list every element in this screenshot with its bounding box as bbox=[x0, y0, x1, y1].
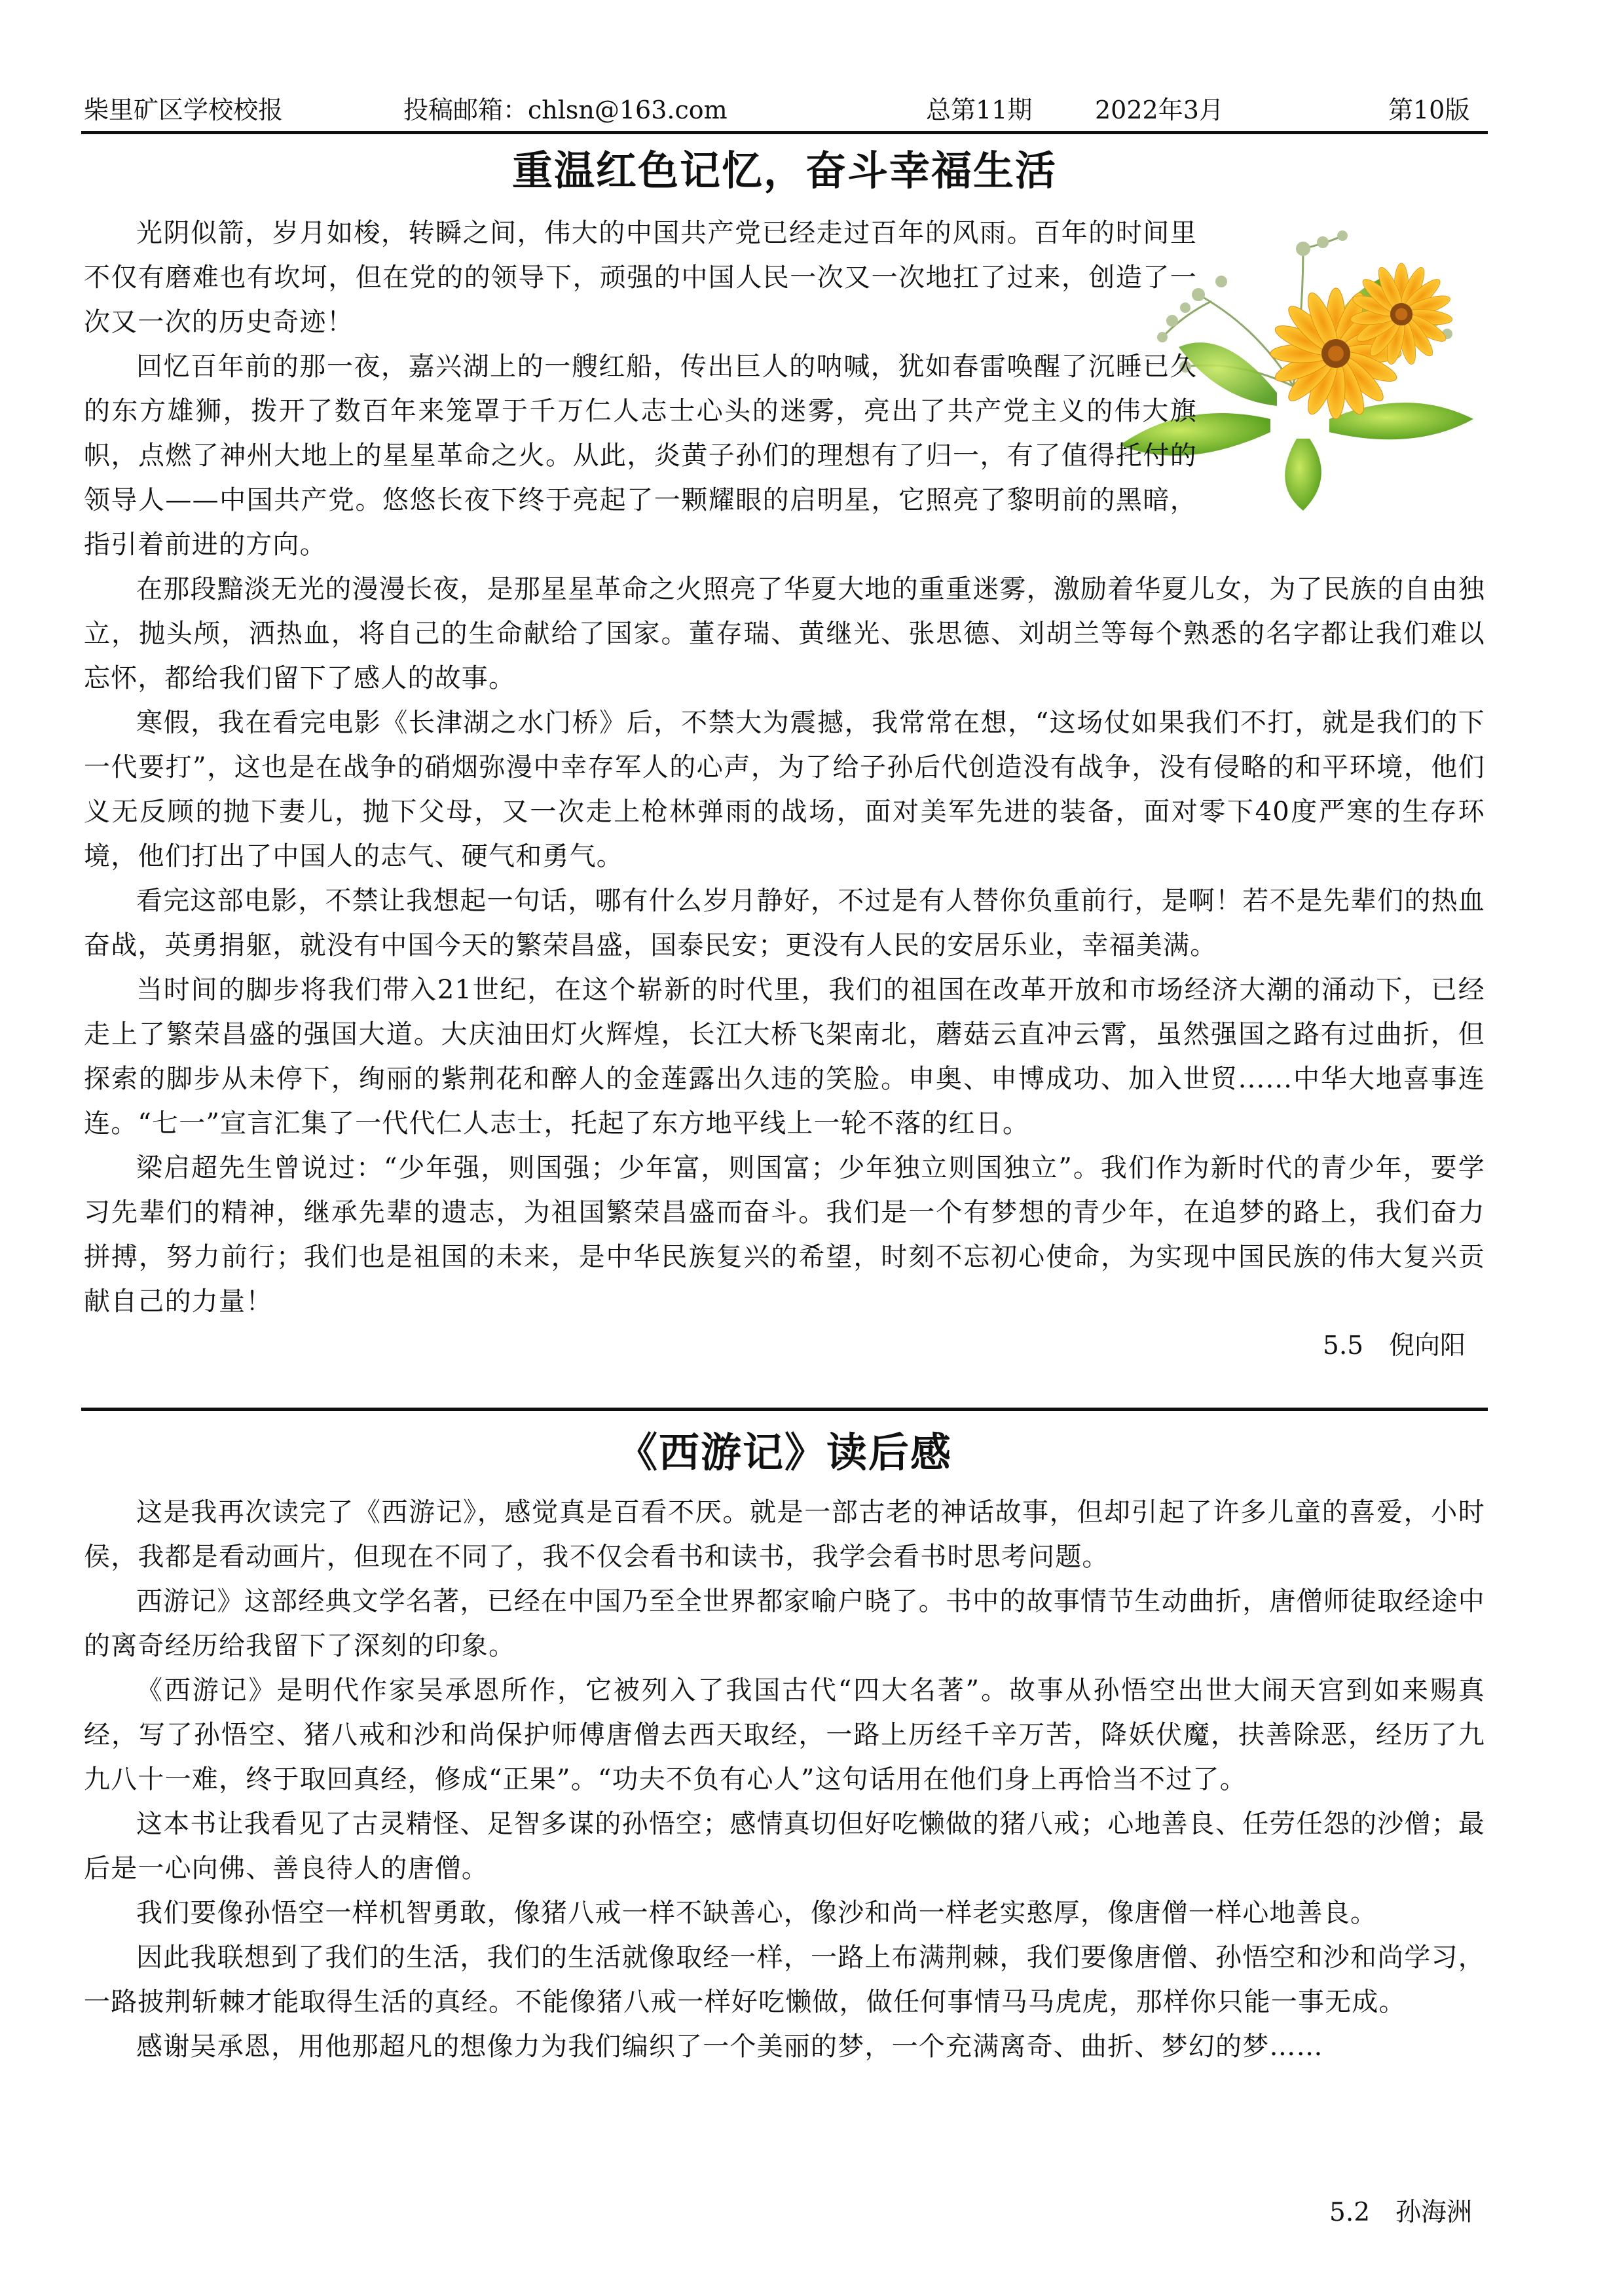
article1-paragraph-3: 在那段黯淡无光的漫漫长夜，是那星星革命之火照亮了华夏大地的重重迷雾，激励着华夏儿女，为了民族的自由独立，抛头颅，洒热血，将自己的生命献给了国家。董存瑞、黄继光、张思德、刘胡兰等每个熟悉的名字都让我们难以忘怀，都给我们留下了感人的故事。 bbox=[84, 574, 1485, 693]
article2-paragraph-4: 这本书让我看见了古灵精怪、足智多谋的孙悟空；感情真切但好吃懒做的猪八戒；心地善良、任劳任怨的沙僧；最后是一心向佛、善良待人的唐僧。 bbox=[84, 1809, 1485, 1884]
section-divider bbox=[81, 1408, 1488, 1411]
article1-paragraph-2: 回忆百年前的那一夜，嘉兴湖上的一艘红船，传出巨人的呐喊，犹如春雷唤醒了沉睡已久的东方雄狮，拨开了数百年来笼罩于千万仁人志士心头的迷雾，亮出了共产党主义的伟大旗帜，点燃了神州大地上的星星革命之火。从此，炎黄子孙们的理想有了归一，有了值得托付的领导人——中国共产党。悠悠长夜下终于亮起了一颗耀眼的启明星，它照亮了黎明前的黑暗，指引着前进的方向。 bbox=[84, 352, 1197, 560]
issue-number: 总第11期 bbox=[926, 96, 1033, 124]
article2-body bbox=[84, 1490, 1485, 2069]
article2-paragraph-7: 感谢吴承恩，用他那超凡的想像力为我们编织了一个美丽的梦，一个充满离奇、曲折、梦幻的梦…… bbox=[136, 2032, 1323, 2062]
article2-paragraph-3: 《西游记》是明代作家吴承恩所作，它被列入了我国古代“四大名著”。故事从孙悟空出世大闹天宫到如来赐真经，写了孙悟空、猪八戒和沙和尚保护师傅唐僧去西天取经，一路上历经千辛万苦，降妖伏魔，扶善除恶，经历了九九八十一难，终于取回真经，修成“正果”。“功夫不负有心人”这句话用在他们身上再恰当不过了。 bbox=[84, 1675, 1485, 1795]
header-rule bbox=[81, 131, 1488, 134]
school-name: 柴里矿区学校校报 bbox=[84, 96, 284, 124]
article2-paragraph-5: 我们要像孙悟空一样机智勇敢，像猪八戒一样不缺善心，像沙和尚一样老实憨厚，像唐僧一样心地善良。 bbox=[136, 1898, 1378, 1928]
page-number: 第10版 bbox=[1388, 96, 1470, 124]
masthead bbox=[84, 92, 1485, 128]
article2-paragraph-6: 因此我联想到了我们的生活，我们的生活就像取经一样，一路上布满荆棘，我们要像唐僧、孙悟空和沙和尚学习，一路披荆斩棘才能取得生活的真经。不能像猪八戒一样好吃懒做，做任何事情马马虎虎，那样你只能一事无成。 bbox=[84, 1942, 1485, 2017]
submission-email: 投稿邮箱：chlsn@163.com bbox=[403, 96, 728, 124]
article1-paragraph-1: 光阴似箭，岁月如梭，转瞬之间，伟大的中国共产党已经走过百年的风雨。百年的时间里不仅有磨难也有坎坷，但在党的的领导下，顽强的中国人民一次又一次地扛了过来，创造了一次又一次的历史奇迹！ bbox=[84, 218, 1197, 337]
issue-date: 2022年3月 bbox=[1095, 96, 1224, 124]
article2-signature: 5.2 孙海洲 bbox=[1329, 2198, 1473, 2227]
article1-paragraph-5: 看完这部电影，不禁让我想起一句话，哪有什么岁月静好，不过是有人替你负重前行，是啊！若不是先辈们的热血奋战，英勇捐躯，就没有中国今天的繁荣昌盛，国泰民安；更没有人民的安居乐业，幸福美满。 bbox=[84, 886, 1485, 960]
article2-title: 《西游记》读后感 bbox=[616, 1429, 952, 1476]
article1-title: 重温红色记忆，奋斗幸福生活 bbox=[511, 147, 1057, 194]
article2-paragraph-2: 西游记》这部经典文学名著，已经在中国乃至全世界都家喻户晓了。书中的故事情节生动曲折，唐僧师徒取经途中的离奇经历给我留下了深刻的印象。 bbox=[84, 1586, 1485, 1661]
article1-body bbox=[84, 211, 1485, 1324]
article1-paragraph-7: 梁启超先生曾说过：“少年强，则国强；少年富，则国富；少年独立则国独立”。我们作为新时代的青少年，要学习先辈们的精神，继承先辈的遗志，为祖国繁荣昌盛而奋斗。我们是一个有梦想的青少年，在追梦的路上，我们奋力拼搏，努力前行；我们也是祖国的未来，是中华民族复兴的希望，时刻不忘初心使命，为实现中国民族的伟大复兴贡献自己的力量！ bbox=[84, 1153, 1485, 1317]
article1-paragraph-4: 寒假，我在看完电影《长津湖之水门桥》后，不禁大为震撼，我常常在想，“这场仗如果我们不打，就是我们的下一代要打”，这也是在战争的硝烟弥漫中幸存军人的心声，为了给子孙后代创造没有战争，没有侵略的和平环境，他们义无反顾的抛下妻儿，抛下父母，又一次走上枪林弹雨的战场，面对美军先进的装备，面对零下40度严寒的生存环境，他们打出了中国人的志气、硬气和勇气。 bbox=[84, 708, 1485, 871]
article1-signature: 5.5 倪向阳 bbox=[1323, 1331, 1466, 1360]
article2-paragraph-1: 这是我再次读完了《西游记》，感觉真是百看不厌。就是一部古老的神话故事，但却引起了许多儿童的喜爱，小时侯，我都是看动画片，但现在不同了，我不仅会看书和读书，我学会看书时思考问题。 bbox=[84, 1497, 1485, 1572]
article1-paragraph-6: 当时间的脚步将我们带入21世纪，在这个崭新的时代里，我们的祖国在改革开放和市场经济大潮的涌动下，已经走上了繁荣昌盛的强国大道。大庆油田灯火辉煌，长江大桥飞架南北，蘑菇云直冲云霄，虽然强国之路有过曲折，但探索的脚步从未停下，绚丽的紫荆花和醉人的金莲露出久违的笑脸。申奥、申博成功、加入世贸......中华大地喜事连连。“七一”宣言汇集了一代代仁人志士，托起了东方地平线上一轮不落的红日。 bbox=[84, 975, 1485, 1139]
